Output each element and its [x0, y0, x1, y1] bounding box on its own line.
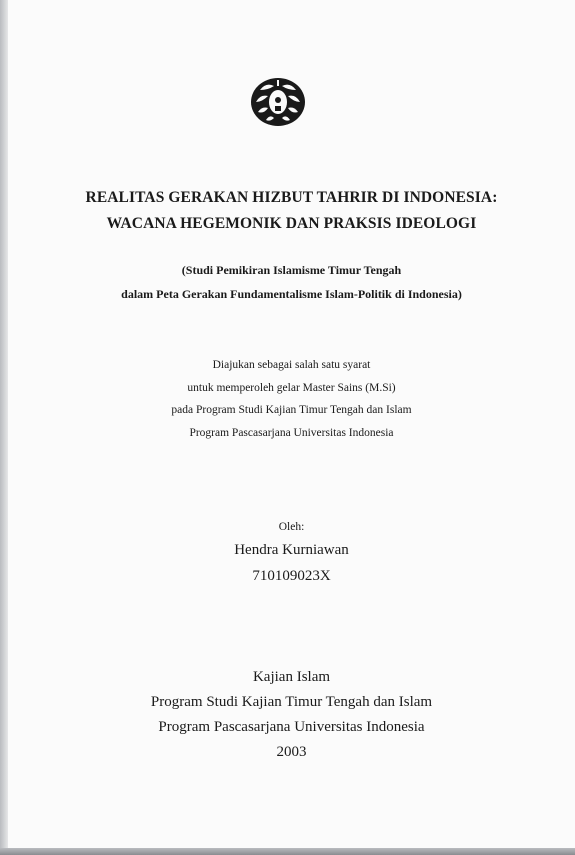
requirement-line-2: untuk memperoleh gelar Master Sains (M.Si): [187, 382, 396, 394]
footer-line-2: Program Studi Kajian Timur Tengah dan Islam: [150, 694, 433, 710]
page-edge-shadow: [0, 0, 8, 848]
footer-line-3: Program Pascasarjana Universitas Indonesia: [158, 719, 425, 735]
page-bottom-shadow: [0, 848, 575, 855]
requirement-line-3: pada Program Studi Kajian Timur Tengah dan Islam: [171, 404, 412, 416]
subtitle-line-1: (Studi Pemikiran Islamisme Timur Tengah: [181, 263, 402, 277]
requirement-line-1: Diajukan sebagai salah satu syarat: [212, 359, 371, 371]
footer-line-1: Kajian Islam: [252, 669, 331, 685]
author-by-label: Oleh:: [278, 521, 305, 533]
makara-logo-icon: [246, 72, 310, 130]
thesis-title-line-1: REALITAS GERAKAN HIZBUT TAHRIR DI INDONESIA:: [85, 189, 498, 206]
subtitle-line-2: dalam Peta Gerakan Fundamentalisme Islam-Politik di Indonesia): [121, 287, 462, 301]
thesis-title-line-2: WACANA HEGEMONIK DAN PRAKSIS IDEOLOGI: [106, 215, 477, 232]
author-name: Hendra Kurniawan: [234, 542, 349, 558]
requirement-line-4: Program Pascasarjana Universitas Indonesia: [189, 427, 394, 439]
author-student-id: 710109023X: [252, 568, 331, 584]
footer-year: 2003: [276, 744, 307, 760]
